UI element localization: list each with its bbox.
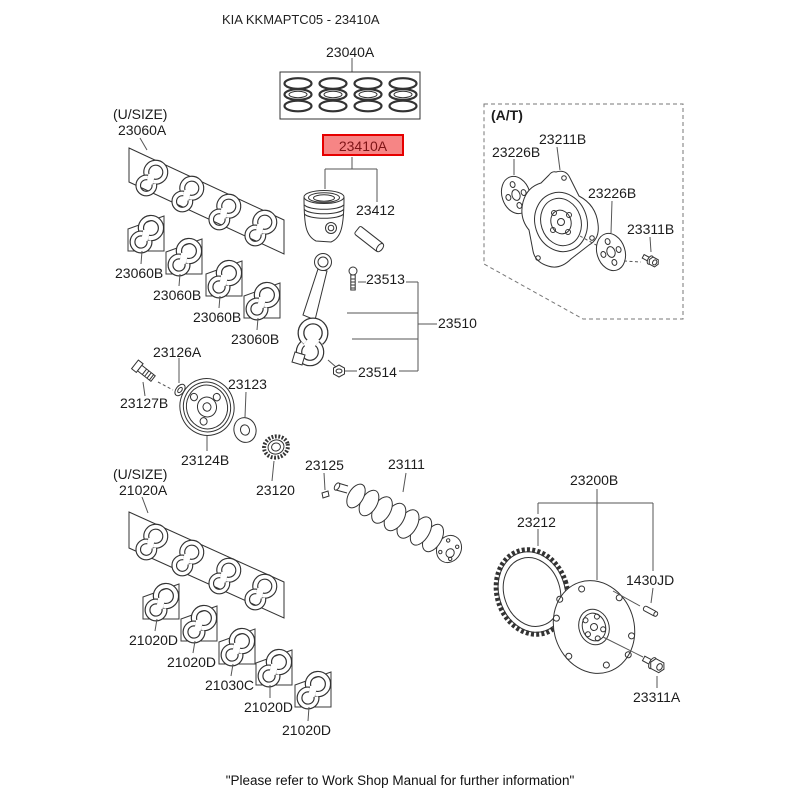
part-label-23412[interactable]: 23412 bbox=[356, 202, 395, 218]
part-label-23123[interactable]: 23123 bbox=[228, 376, 267, 392]
part-label-23311B[interactable]: 23311B bbox=[627, 221, 675, 237]
part-label-23111[interactable]: 23111 bbox=[388, 456, 425, 472]
rod-bolt-drawing bbox=[349, 267, 357, 290]
note-usize-lower: (U/SIZE) bbox=[113, 466, 168, 482]
connecting-rod-drawing bbox=[292, 254, 336, 368]
washer-plate-drawing bbox=[231, 415, 259, 445]
part-label-21020D-4[interactable]: 21020D bbox=[282, 722, 332, 738]
note-usize-upper: (U/SIZE) bbox=[113, 106, 168, 122]
washer-plate-leader bbox=[245, 392, 246, 417]
rod-assembly-bracket bbox=[345, 282, 437, 371]
part-label-23060B-1[interactable]: 23060B bbox=[115, 265, 164, 281]
part-label-21030C[interactable]: 21030C bbox=[205, 677, 255, 693]
at-drive-plate-drawing bbox=[522, 147, 598, 267]
part-label-23060B-2[interactable]: 23060B bbox=[153, 287, 202, 303]
note-at: (A/T) bbox=[491, 107, 523, 123]
part-label-23125[interactable]: 23125 bbox=[305, 457, 344, 473]
sprocket-drawing bbox=[260, 433, 291, 462]
part-label-23060A[interactable]: 23060A bbox=[118, 122, 167, 138]
footer-note: "Please refer to Work Shop Manual for further information" bbox=[225, 773, 575, 788]
part-label-23060B-3[interactable]: 23060B bbox=[193, 309, 242, 325]
sprocket-leader bbox=[272, 461, 274, 481]
piston-pin-drawing bbox=[354, 226, 385, 253]
part-label-21020D-3[interactable]: 21020D bbox=[244, 699, 294, 715]
part-label-23127B[interactable]: 23127B bbox=[120, 395, 169, 411]
part-label-1430JD[interactable]: 1430JD bbox=[626, 572, 675, 588]
part-label-23040A[interactable]: 23040A bbox=[326, 44, 375, 60]
piston-ring-set-drawing bbox=[280, 58, 420, 119]
part-label-23226B-1[interactable]: 23226B bbox=[492, 144, 541, 160]
selected-part-label[interactable]: 23410A bbox=[322, 134, 404, 156]
part-label-23513[interactable]: 23513 bbox=[366, 271, 405, 287]
rod-nut-drawing bbox=[334, 365, 345, 377]
at-bolt-drawing bbox=[641, 237, 660, 268]
main-bearing-singles-drawing bbox=[143, 584, 331, 721]
diagram-title: KIA KKMAPTC05 - 23410A bbox=[222, 12, 380, 27]
part-label-21020D-2[interactable]: 21020D bbox=[167, 654, 217, 670]
part-label-23124B[interactable]: 23124B bbox=[181, 452, 230, 468]
part-label-23126A[interactable]: 23126A bbox=[153, 344, 202, 360]
dowel-pin-drawing bbox=[643, 606, 659, 618]
flexplate-bolt-drawing bbox=[641, 653, 667, 688]
at-adapter-plate-2-drawing bbox=[592, 201, 641, 274]
part-label-23060B-4[interactable]: 23060B bbox=[231, 331, 280, 347]
part-label-23211B[interactable]: 23211B bbox=[539, 131, 587, 147]
part-label-23311A[interactable]: 23311A bbox=[633, 689, 681, 705]
part-label-21020A[interactable]: 21020A bbox=[119, 482, 168, 498]
part-label-23212[interactable]: 23212 bbox=[517, 514, 556, 530]
part-label-23120[interactable]: 23120 bbox=[256, 482, 295, 498]
crankshaft-drawing bbox=[333, 473, 466, 567]
part-label-21020D-1[interactable]: 21020D bbox=[129, 632, 179, 648]
piston-drawing bbox=[304, 191, 344, 243]
part-label-23226B-2[interactable]: 23226B bbox=[588, 185, 637, 201]
key-drawing bbox=[322, 473, 329, 498]
part-label-23514[interactable]: 23514 bbox=[358, 364, 397, 380]
part-label-23200B[interactable]: 23200B bbox=[570, 472, 619, 488]
part-label-23510[interactable]: 23510 bbox=[438, 315, 477, 331]
